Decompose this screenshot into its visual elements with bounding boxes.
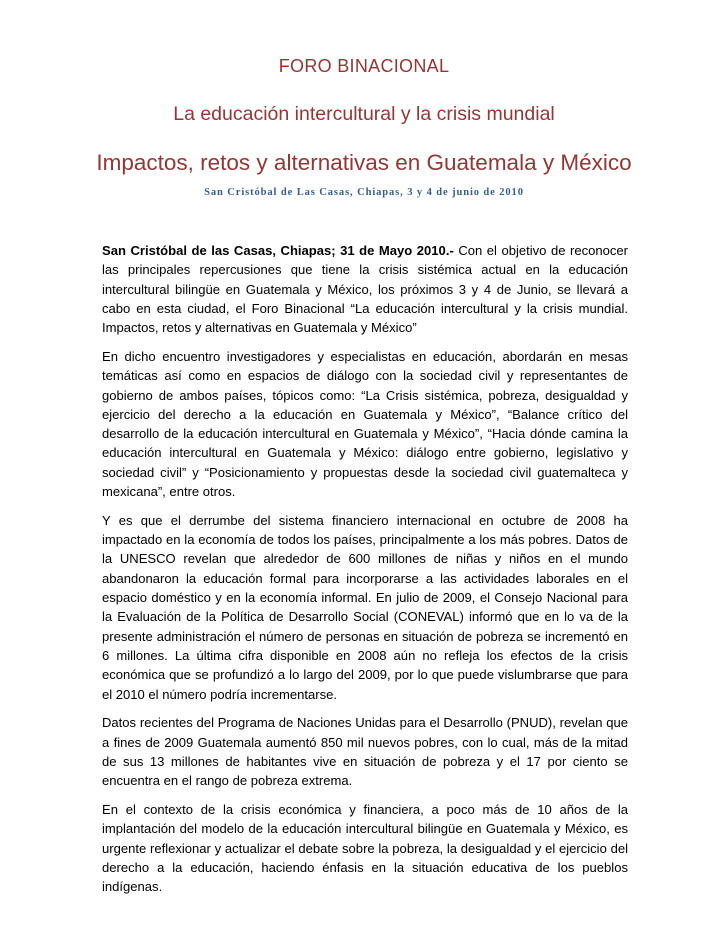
paragraph-topics: En dicho encuentro investigadores y especialistas en educación, abordarán en mesas temáticas así como en espacios de diálogo con la sociedad civil y representantes de gobierno de ambos países, tópicos como: “La Crisis sistémica, pobreza, desigualdad y ejercicio del derecho a la educación en Guatemala y México”, “Balance crítico del desarrollo de la educación intercultural en Guatemala y México”, “Hacia dónde camina la educación intercultural en Guatemala y México: diálogo entre gobierno, legislativo y sociedad civil” y “Posicionamiento y propuestas desde la sociedad civil guatemalteca y mexicana”, entre otros. xyxy=(102,348,628,500)
paragraph-context: En el contexto de la crisis económica y financiera, a poco más de 10 años de la implantación del modelo de la educación intercultural bilingüe en Guatemala y México, es urgente reflexionar y actualizar el debate sobre la pobreza, la desigualdad y el ejercicio del derecho a la educación, haciendo énfasis en la situación educativa de los pueblos indígenas. xyxy=(102,802,628,895)
paragraph-intro xyxy=(102,241,628,337)
paragraph-pnud-data: Datos recientes del Programa de Naciones Unidas para el Desarrollo (PNUD), revelan que a fines de 2009 Guatemala aumentó 850 mil nuevos pobres, con lo cual, más de la mitad de sus 13 millones de habitantes vive en situación de pobreza y el 17 por ciento se encuentra en el rango de pobreza extrema. xyxy=(102,715,628,789)
forum-dateline: San Cristóbal de Las Casas, Chiapas, 3 y 4 de junio de 2010 xyxy=(204,187,524,198)
forum-title: FORO BINACIONAL xyxy=(278,56,450,76)
forum-subtitle: La educación intercultural y la crisis mundial xyxy=(173,103,555,125)
paragraph-crisis-data: Y es que el derrumbe del sistema financiero internacional en octubre de 2008 ha impactado en la economía de todos los países, principalmente a los más pobres. Datos de la UNESCO revelan que alrededor de 600 millones de niñas y niños en el mundo abandonaron la educación formal para incorporarse a las actividades laborales en el espacio doméstico y en la economía informal. En julio de 2009, el Consejo Nacional para la Evaluación de la Política de Desarrollo Social (CONEVAL) informó que en lo va de la presente administración el número de personas en situación de pobreza se incrementó en 6 millones. La última cifra disponible en 2008 aún no refleja los efectos de la crisis económica que se profundizó a lo largo del 2009, por lo que puede vislumbrarse que para el 2010 el número podría incrementarse. xyxy=(102,512,628,702)
forum-topic: Impactos, retos y alternativas en Guatemala y México xyxy=(96,150,632,175)
paragraph-intro-text: Con el objetivo de reconocer las principales repercusiones que tiene la crisis sistémica actual en la educación intercultural bilingüe en Guatemala y México, los próximos 3 y 4 de Junio, se llevará a cabo en esta ciudad, el Foro Binacional “La educación intercultural y la crisis mundial. Impactos, retos y alternativas en Guatemala y México” xyxy=(102,243,628,336)
article-body xyxy=(102,241,628,906)
article-lead: San Cristóbal de las Casas, Chiapas; 31 de Mayo 2010.- xyxy=(102,243,454,258)
